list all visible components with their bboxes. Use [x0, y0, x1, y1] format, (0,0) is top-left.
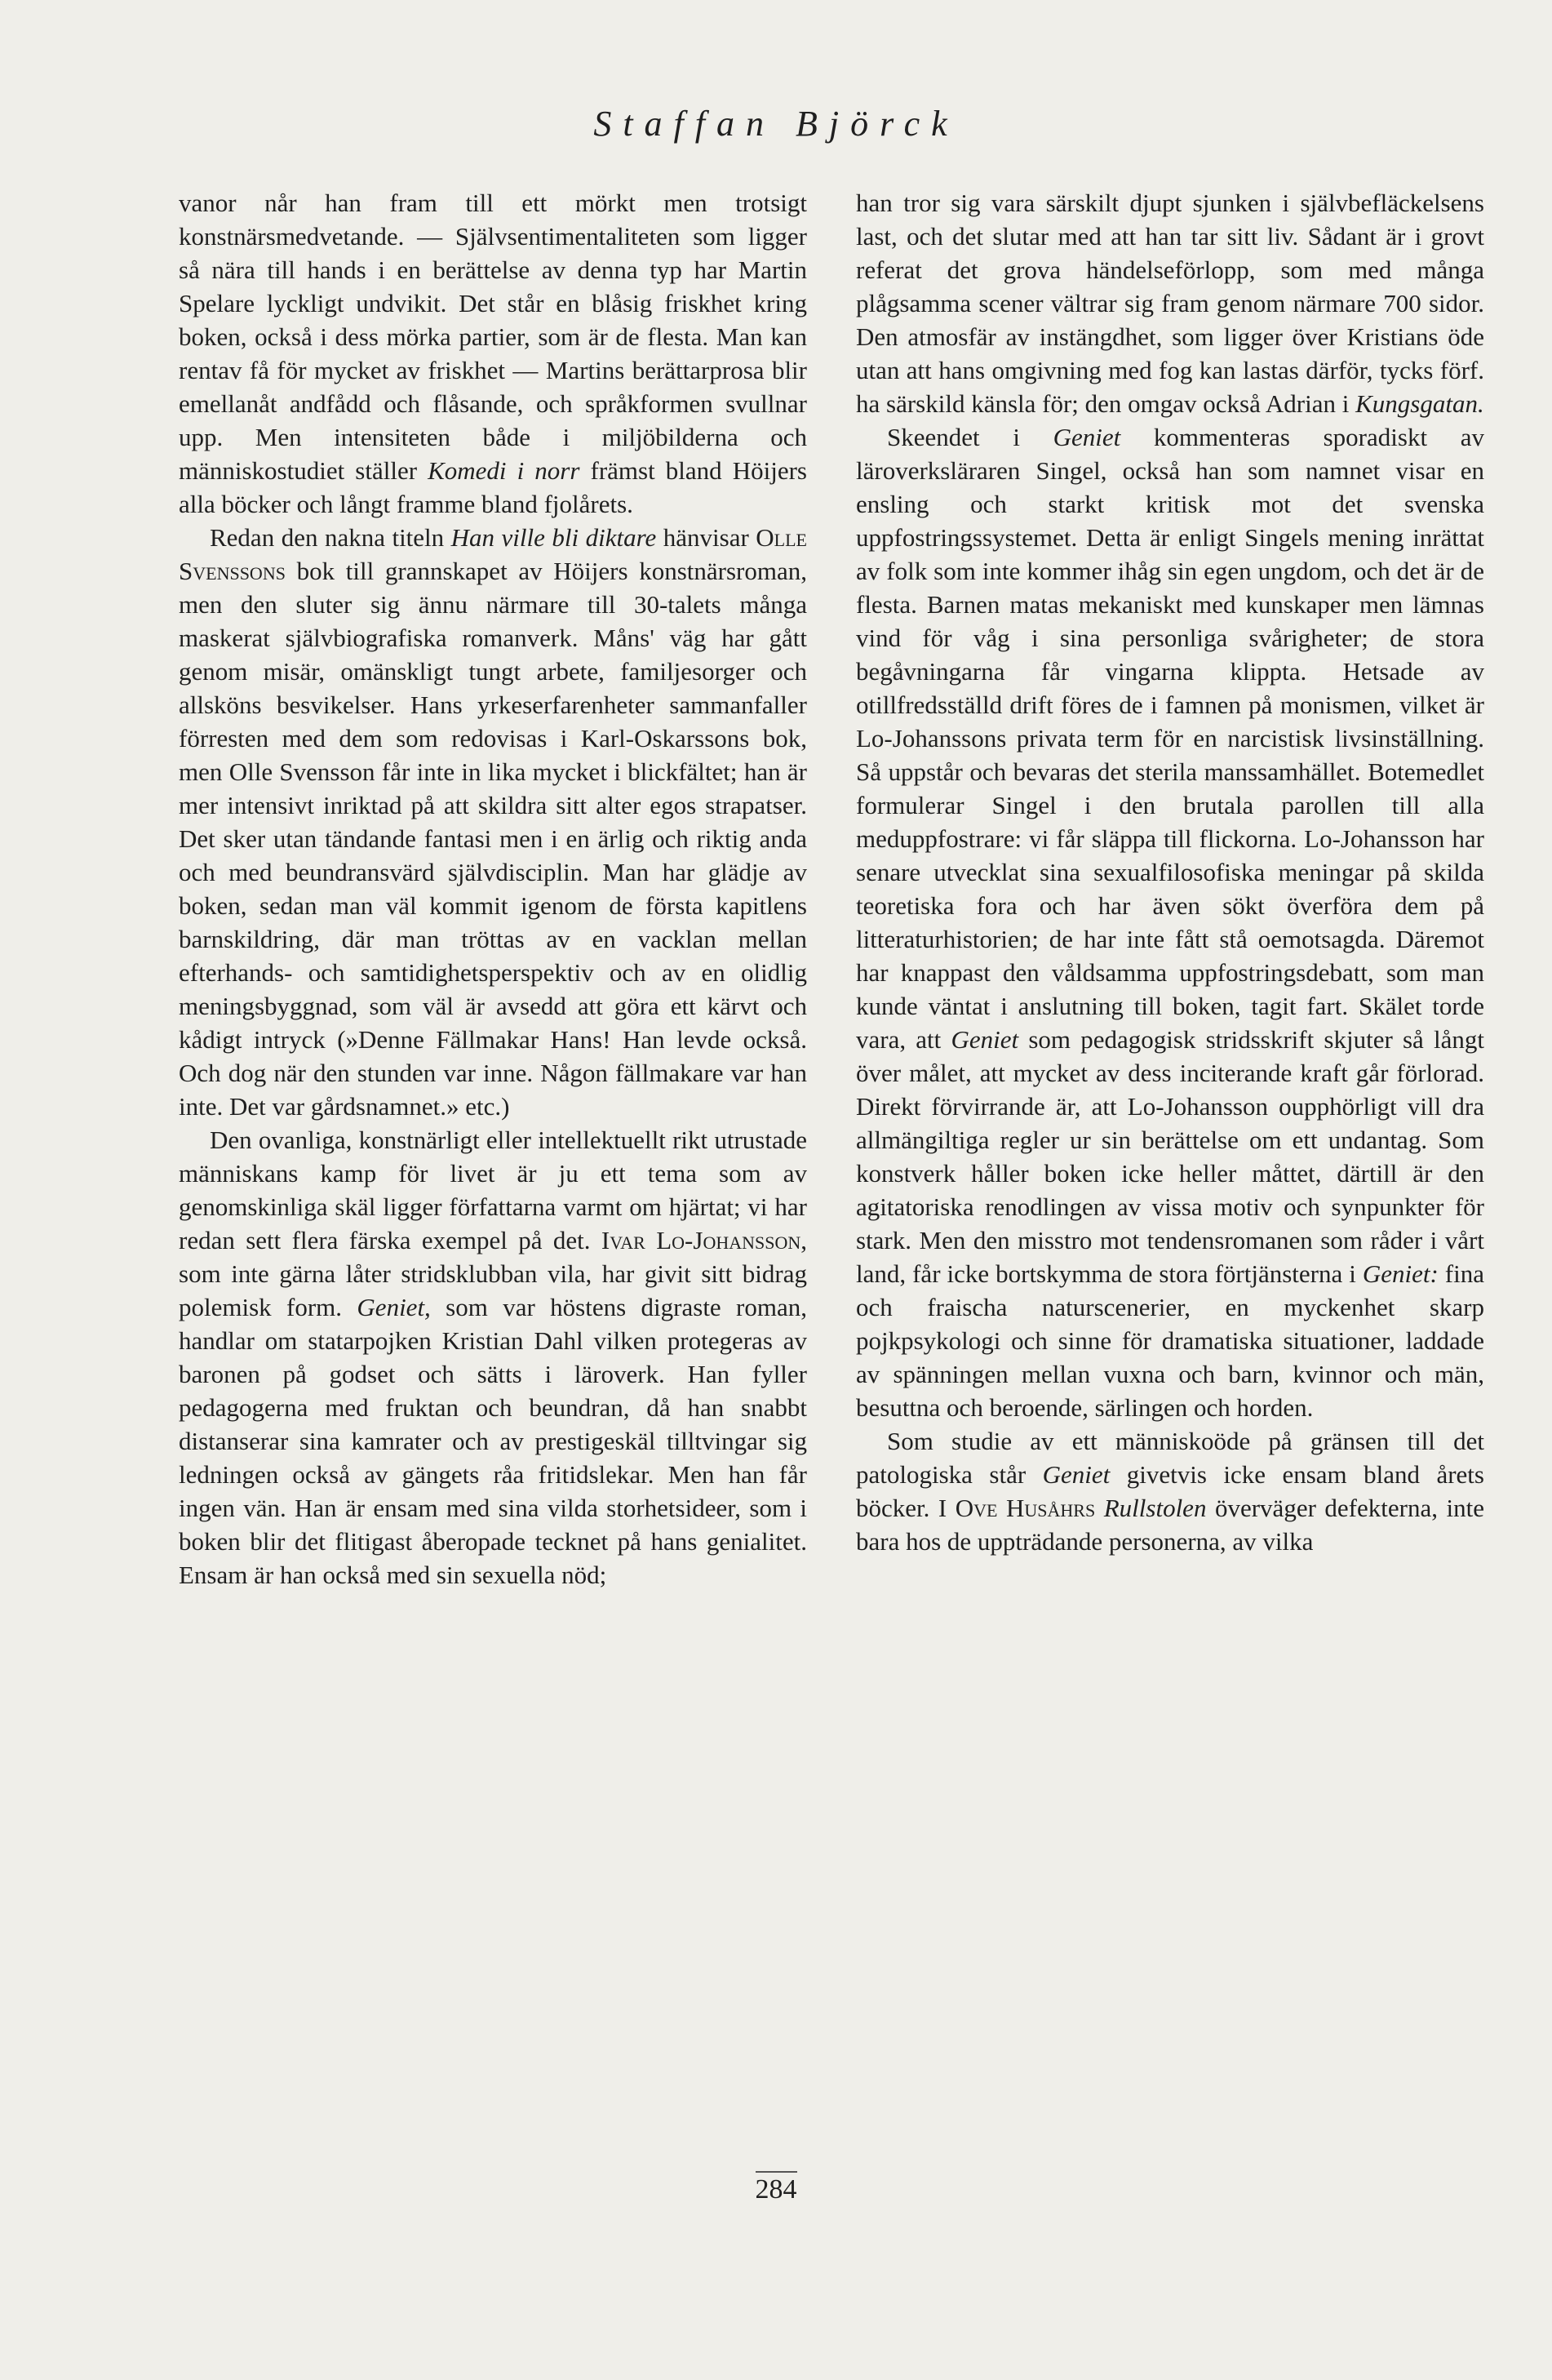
- book-title: Geniet:: [1362, 1259, 1439, 1288]
- book-title: Geniet,: [357, 1293, 431, 1321]
- paragraph: [856, 186, 1484, 420]
- author-name: Olle Svenssons: [179, 523, 807, 585]
- text-run: Som studie av ett människoöde på gränsen till det patologiska står: [856, 1427, 1484, 1489]
- paragraph: [179, 1123, 807, 1592]
- text-run: [1095, 1494, 1104, 1522]
- text-run: han tror sig vara särskilt djupt sjunken i självbefläckelsens last, och det slutar med att han tar sitt liv. Sådant är i grovt referat det grova händelseförlopp, som med många plågsamma scener vältrar sig fram genom närmare 700 sidor. Den atmosfär av instängdhet, som ligger över Kristians öde utan att hans omgivning med fog kan lastas därför, tycks förf. ha särskild känsla för; den omgav också Adrian i: [856, 189, 1484, 418]
- paragraph: [179, 186, 807, 521]
- paragraph: [856, 1424, 1484, 1558]
- book-title: Geniet: [951, 1025, 1019, 1054]
- book-title: Geniet: [1053, 423, 1121, 451]
- text-run: som pedagogisk stridsskrift skjuter så långt över målet, att mycket av dess inciterande kraft går förlorad. Direkt förvirrande är, att Lo-Johansson oupphörligt vill dra allmängiltiga regler ur sin berättelse om ett undantag. Som konstverk håller boken icke heller måttet, därtill är den agitatoriska renodlingen av vissa motiv och synpunkter för stark. Men den misstro mot tendensromanen som råder i vårt land, får icke bortskymma de stora förtjänsterna i: [856, 1025, 1484, 1288]
- right-column: [856, 186, 1484, 1558]
- page-number: [0, 2174, 1552, 2205]
- text-run: främst bland Höijers alla böcker och långt framme bland fjolårets.: [179, 456, 807, 518]
- text-run: Skeendet i: [887, 423, 1053, 451]
- paragraph: [179, 521, 807, 1123]
- author-name: Ivar Lo-Johansson: [601, 1226, 801, 1254]
- text-run: givetvis icke ensam bland årets böcker. I: [856, 1460, 1484, 1522]
- book-title: Kungsgatan.: [1355, 389, 1484, 418]
- page-number-text: 284: [756, 2171, 797, 2205]
- text-run: vanor når han fram till ett mörkt men trotsigt konstnärsmedvetande. — Självsentimentaliteten som ligger så nära till hands i en berättelse av denna typ har Martin Spelare lyckligt undvikit. Det står en blåsig friskhet kring boken, också i dess mörka partier, som är de flesta. Man kan rentav få för mycket av friskhet — Martins berättarprosa blir emellanåt andfådd och flåsande, och språkformen svullnar upp. Men intensiteten både i miljöbilderna och människostudiet ställer: [179, 189, 807, 485]
- text-run: som var höstens digraste roman, handlar om statarpojken Kristian Dahl vilken protegeras av baronen på godset och sätts i läroverk. Han fyller pedagogerna med fruktan och beundran, då han snabbt distanserar sina kamrater och av prestigeskäl tilltvingar sig ledningen också av gängets råa fritidslekar. Men han får ingen vän. Han är ensam med sina vilda storhetsideer, som i boken blir det flitigast åberopade tecknet på hans genialitet. Ensam är han också med sin sexuella nöd;: [179, 1293, 808, 1589]
- book-title: Rullstolen: [1103, 1494, 1207, 1522]
- text-run: , som inte gärna låter stridsklubban vila, har givit sitt bidrag polemisk form.: [179, 1226, 807, 1321]
- book-title: Geniet: [1042, 1460, 1111, 1489]
- author-name: Ove Husåhrs: [955, 1494, 1096, 1522]
- text-run: Den ovanliga, konstnärligt eller intellektuellt rikt utrustade människans kamp för livet är ju ett tema som av genomskinliga skäl ligger författarna varmt om hjärtat; vi har redan sett flera färska exempel på det.: [179, 1126, 807, 1254]
- paragraph: [856, 420, 1484, 1424]
- running-head: Staffan Björck: [593, 104, 959, 144]
- left-column: [179, 186, 807, 1592]
- text-run: hänvisar: [656, 523, 756, 552]
- text-run: Redan den nakna titeln: [210, 523, 451, 552]
- book-title: Han ville bli diktare: [450, 523, 657, 552]
- text-run: fina och fraischa naturscenerier, en myckenhet skarp pojkpsykologi och sinne för dramatiska situationer, laddade av spänningen mellan vuxna och barn, kvinnor och män, besuttna och beroende, särlingen och horden.: [856, 1259, 1484, 1422]
- book-title: Komedi i norr: [428, 456, 580, 485]
- text-run: överväger defekterna, inte bara hos de uppträdande personerna, av vilka: [856, 1494, 1484, 1556]
- text-run: bok till grannskapet av Höijers konstnärsroman, men den sluter sig ännu närmare till 30-talets många maskerat självbiografiska romanverk. Måns' väg har gått genom misär, omänskligt tungt arbete, familjesorger och allsköns besvikelser. Hans yrkeserfarenheter sammanfaller förresten med dem som redovisas i Karl-Oskarssons bok, men Olle Svensson får inte in lika mycket i blickfältet; han är mer intensivt inriktad på att skildra sitt alter egos strapatser. Det sker utan tändande fantasi men i en ärlig och riktig anda och med beundransvärd självdisciplin. Man har glädje av boken, sedan man väl kommit igenom de första kapitlens barnskildring, där man tröttas av en vacklan mellan efterhands- och samtidighetsperspektiv och av en olidlig meningsbyggnad, som väl är avsedd att göra ett kärvt och kådigt intryck (»Denne Fällmakar Hans! Han levde också. Och dog när den stunden var inne. Någon fällmakare var han inte. Det var gårdsnamnet.» etc.): [179, 557, 807, 1121]
- text-run: kommenteras sporadiskt av läroverksläraren Singel, också han som namnet visar en ensling och starkt kritisk mot det svenska uppfostringssystemet. Detta är enligt Singels mening inrättat av folk som inte kommer ihåg sin egen ungdom, och det är de flesta. Barnen matas mekaniskt med kunskaper men lämnas vind för våg i sina personliga svårigheter; de stora begåvningarna får vingarna klippta. Hetsade av otillfredsställd drift föres de i famnen på monismen, vilket är Lo-Johanssons privata term för en narcistisk livsinställning. Så uppstår och bevaras det sterila manssamhället. Botemedlet formulerar Singel i den brutala parollen till alla meduppfostrare: vi får släppa till flickorna. Lo-Johansson har senare utvecklat sina sexualfilosofiska meningar på skilda teoretiska fora och har även sökt överföra dem på litteraturhistorien; de har inte fått stå oemotsagda. Däremot har knappast den våldsamma uppfostringsdebatt, som man kunde väntat i anslutning till boken, tagit fart. Skälet torde vara, att: [856, 423, 1484, 1054]
